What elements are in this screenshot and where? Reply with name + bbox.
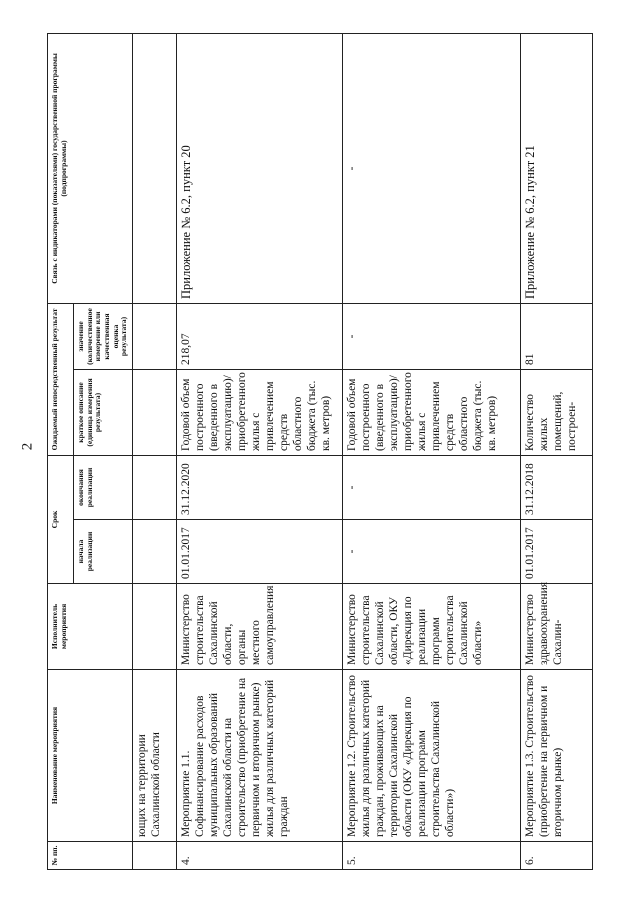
header-name: Наименование мероприятия (48, 670, 133, 842)
cell-name: Мероприятие 1.3. Строительство (приобретение на первичном и вторичном рынке) (520, 670, 592, 842)
header-result-desc: краткое описание (единица измерения результата) (74, 369, 133, 455)
cell-result-value: 81 (520, 303, 592, 369)
page-number: 2 (19, 442, 36, 451)
header-term-end: окончания реализации (74, 455, 133, 519)
header-result-value: значение (количественное измерение или качественная оценка результата) (74, 303, 133, 369)
cell-num: 5. (342, 842, 520, 870)
cell-executor: Министерство строительства Сахалинской области, органы местного самоуправления (176, 584, 342, 670)
header-num: № пп. (48, 842, 133, 870)
cell-link: - (342, 33, 520, 303)
cell-result-desc: Годовой объем построенного (введенного в эксплуатацию)/ приобретенного жилья с привлечением средств областного бюджета (тыс. кв. метров) (342, 369, 520, 455)
cell-num: 4. (176, 842, 342, 870)
cell-start: - (342, 520, 520, 584)
header-executor: Исполнитель мероприятия (48, 584, 133, 670)
table-row (520, 33, 592, 869)
cell-end: - (342, 455, 520, 519)
cell-name: Мероприятие 1.1. Софинансирование расходов муниципальных образований Сахалинской области на строительство (приобретение на первичном и вторичном рынке) жилья для различных категорий граждан (176, 670, 342, 842)
table-row-continuation (132, 33, 176, 869)
cell-result-value: 218,07 (176, 303, 342, 369)
cell-name: ющих на территории Сахалинской области (132, 670, 176, 842)
cell-end: 31.12.2018 (520, 455, 592, 519)
cell-start: 01.01.2017 (520, 520, 592, 584)
cell-executor: Министерство строительства Сахалинской области, ОКУ «Дирекция по реализации программ строительства Сахалинской области» (342, 584, 520, 670)
header-term-start: начала реализации (74, 520, 133, 584)
cell-link: Приложение № 6.2, пункт 20 (176, 33, 342, 303)
cell-start: 01.01.2017 (176, 520, 342, 584)
rotated-page (47, 34, 593, 870)
cell-end: 31.12.2020 (176, 455, 342, 519)
cell-result-value: - (342, 303, 520, 369)
cell-executor: Министерство здравоохранения Сахалин- (520, 584, 592, 670)
cell-num: 6. (520, 842, 592, 870)
table-row (176, 33, 342, 869)
cell-result-desc: Количество жилых помещений, построен- (520, 369, 592, 455)
header-link: Связь с индикаторами (показателями) государственной программы (подпрограммы) (48, 33, 133, 303)
cell-name: Мероприятие 1.2. Строительство жилья для различных категорий граждан, проживающих на территории Сахалинской области (ОКУ «Дирекция по реализации программ строительства Сахалинской области») (342, 670, 520, 842)
cell-link: Приложение № 6.2, пункт 21 (520, 33, 592, 303)
header-term: Срок (48, 455, 74, 583)
events-table (47, 33, 593, 870)
cell-num (132, 842, 176, 870)
table-row (342, 33, 520, 869)
cell-result-desc: Годовой объем построенного (введенного в эксплуатацию)/ приобретенного жилья с привлечением средств областного бюджета (тыс. кв. метров) (176, 369, 342, 455)
header-result: Ожидаемый непосредственный результат (48, 303, 74, 455)
